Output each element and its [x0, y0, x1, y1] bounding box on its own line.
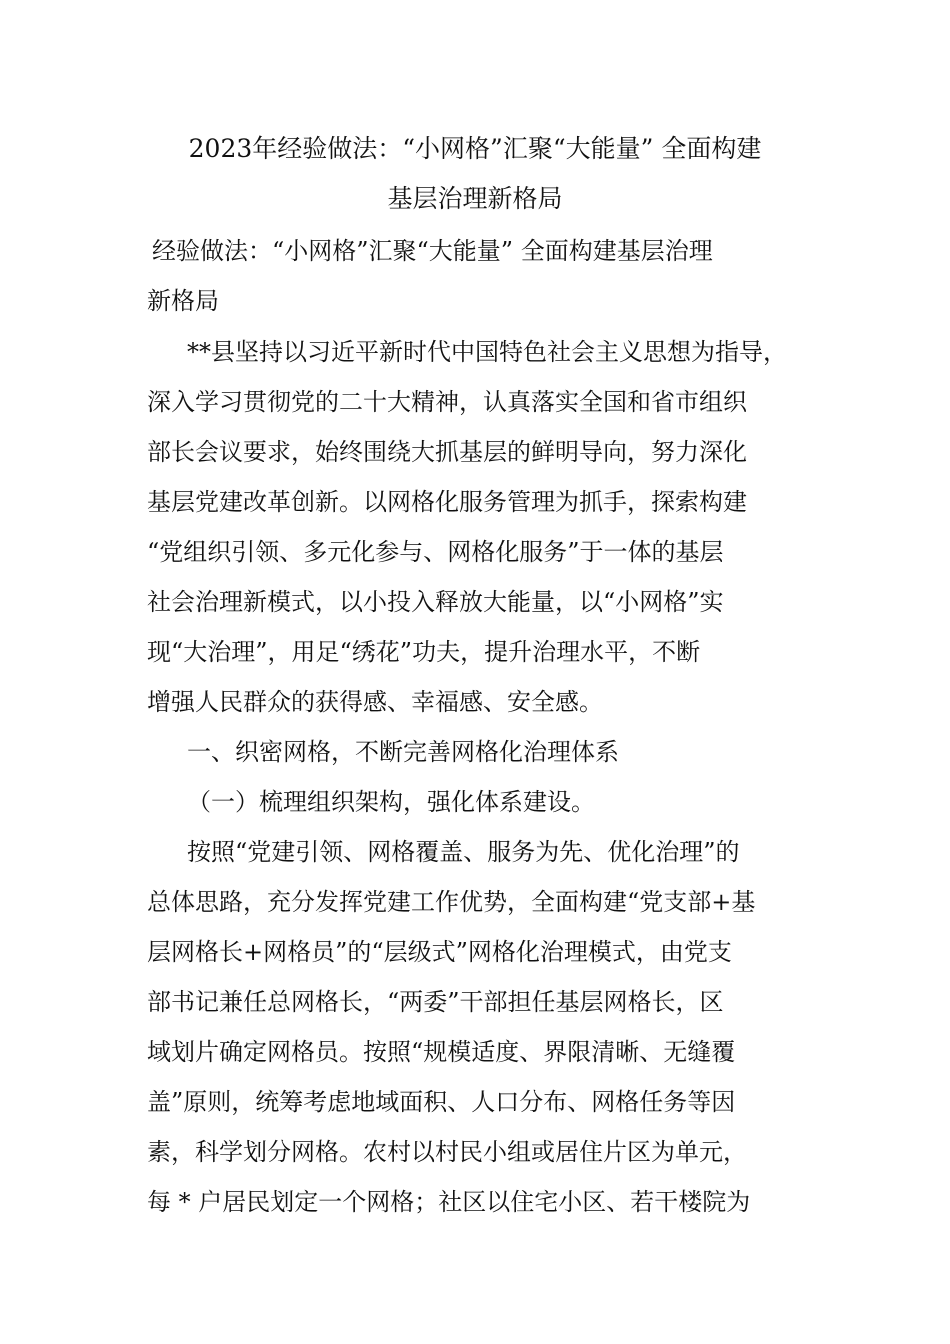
- subsection-heading: （一）梳理组织架构，强化体系建设。: [187, 788, 595, 816]
- paragraph-line: 盖”原则，统筹考虑地域面积、人口分布、网格任务等因: [147, 1088, 736, 1116]
- subtitle-line-2: 新格局: [147, 287, 219, 315]
- paragraph-line: 部长会议要求，始终围绕大抓基层的鲜明导向，努力深化: [147, 438, 747, 466]
- paragraph-line: 深入学习贯彻党的二十大精神，认真落实全国和省市组织: [147, 388, 747, 416]
- subtitle-line-1: 经验做法：“小网格”汇聚“大能量” 全面构建基层治理: [152, 237, 713, 265]
- paragraph-line: 基层党建改革创新。以网格化服务管理为抓手，探索构建: [147, 488, 747, 516]
- paragraph-line: **县坚持以习近平新时代中国特色社会主义思想为指导，: [187, 338, 787, 366]
- document-title-line-2: 基层治理新格局: [387, 184, 563, 213]
- paragraph-line: 部书记兼任总网格长，“两委”干部担任基层网格长，区: [147, 988, 724, 1016]
- paragraph-line: 社会治理新模式，以小投入释放大能量，以“小网格”实: [147, 588, 724, 616]
- paragraph-line: 总体思路，充分发挥党建工作优势，全面构建“党支部+基: [147, 888, 756, 916]
- section-heading: 一、织密网格，不断完善网格化治理体系: [187, 738, 619, 766]
- paragraph-line: 现“大治理”，用足“绣花”功夫，提升治理水平，不断: [147, 638, 701, 666]
- paragraph-line: 按照“党建引领、网格覆盖、服务为先、优化治理”的: [187, 838, 740, 866]
- paragraph-line: 素，科学划分网格。农村以村民小组或居住片区为单元，: [147, 1138, 747, 1166]
- paragraph-line: 域划片确定网格员。按照“规模适度、界限清晰、无缝覆: [147, 1038, 736, 1066]
- paragraph-line: 每 * 户居民划定一个网格；社区以住宅小区、若干楼院为: [147, 1188, 751, 1216]
- document-title-line-1: 2023年经验做法：“小网格”汇聚“大能量” 全面构建: [188, 134, 762, 163]
- paragraph-line: 增强人民群众的获得感、幸福感、安全感。: [147, 688, 603, 716]
- paragraph-line: 层网格长+网格员”的“层级式”网格化治理模式，由党支: [147, 938, 732, 966]
- paragraph-line: “党组织引领、多元化参与、网格化服务”于一体的基层: [147, 538, 724, 566]
